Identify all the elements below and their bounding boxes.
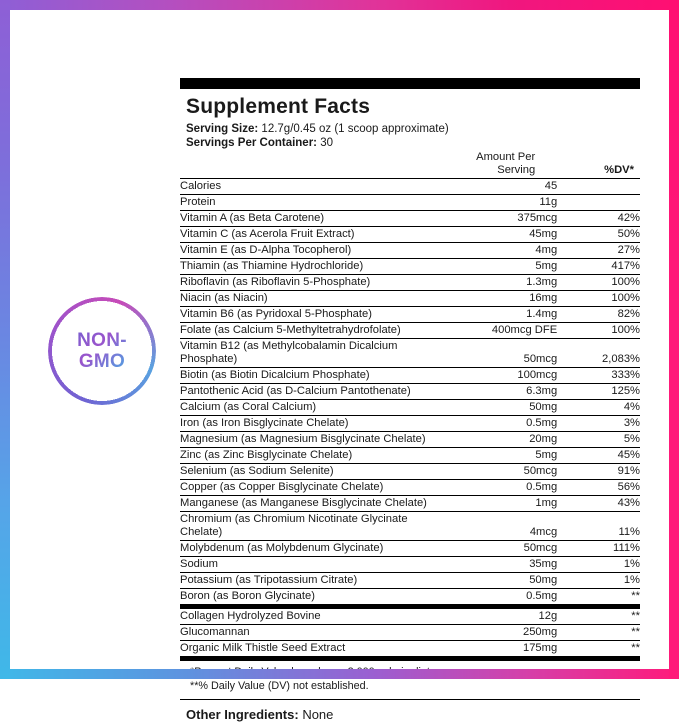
row-daily-value: 125% xyxy=(557,384,640,400)
panel-top-rule xyxy=(180,78,640,89)
row-nutrient-name: Vitamin B6 (as Pyridoxal 5-Phosphate) xyxy=(180,307,447,323)
table-row xyxy=(180,323,640,339)
row-nutrient-name: Collagen Hydrolyzed Bovine xyxy=(180,607,447,625)
row-amount: 11g xyxy=(447,195,557,211)
row-nutrient-name: Vitamin E (as D-Alpha Tocopherol) xyxy=(180,243,447,259)
table-row xyxy=(180,416,640,432)
row-daily-value: 100% xyxy=(557,291,640,307)
row-daily-value: ** xyxy=(557,641,640,659)
row-amount: 4mg xyxy=(447,243,557,259)
row-daily-value: 417% xyxy=(557,259,640,275)
table-row xyxy=(180,448,640,464)
table-row xyxy=(180,641,640,659)
gradient-border-left xyxy=(0,0,10,679)
gradient-border-bottom xyxy=(0,669,679,679)
row-daily-value: 56% xyxy=(557,480,640,496)
nutrition-table-body xyxy=(180,150,640,659)
row-amount: 50mg xyxy=(447,573,557,589)
row-daily-value: 1% xyxy=(557,557,640,573)
row-amount: 20mg xyxy=(447,432,557,448)
row-daily-value: 1% xyxy=(557,573,640,589)
other-ingredients-label: Other Ingredients: xyxy=(186,707,299,722)
table-row xyxy=(180,589,640,607)
row-daily-value: 27% xyxy=(557,243,640,259)
row-daily-value: ** xyxy=(557,607,640,625)
servings-per-container-label: Servings Per Container: xyxy=(186,137,318,149)
row-daily-value: 100% xyxy=(557,275,640,291)
row-amount: 50mcg xyxy=(447,464,557,480)
row-daily-value: 43% xyxy=(557,496,640,512)
row-amount: 16mg xyxy=(447,291,557,307)
row-nutrient-name: Sodium xyxy=(180,557,447,573)
row-amount: 0.5mg xyxy=(447,480,557,496)
row-nutrient-name: Molybdenum (as Molybdenum Glycinate) xyxy=(180,541,447,557)
row-amount: 5mg xyxy=(447,259,557,275)
serving-size-label: Serving Size: xyxy=(186,123,259,135)
row-daily-value: 111% xyxy=(557,541,640,557)
row-nutrient-name: Copper (as Copper Bisglycinate Chelate) xyxy=(180,480,447,496)
table-header-row xyxy=(180,150,640,179)
row-nutrient-name: Magnesium (as Magnesium Bisglycinate Chelate) xyxy=(180,432,447,448)
row-daily-value: 82% xyxy=(557,307,640,323)
row-nutrient-name: Protein xyxy=(180,195,447,211)
row-nutrient-name: Boron (as Boron Glycinate) xyxy=(180,589,447,607)
row-amount: 1.4mg xyxy=(447,307,557,323)
row-daily-value: 11% xyxy=(557,512,640,541)
row-daily-value: 3% xyxy=(557,416,640,432)
row-nutrient-name: Niacin (as Niacin) xyxy=(180,291,447,307)
row-amount: 0.5mg xyxy=(447,589,557,607)
row-daily-value xyxy=(557,195,640,211)
row-amount: 5mg xyxy=(447,448,557,464)
row-nutrient-name: Vitamin B12 (as Methylcobalamin Dicalcium Phosphate) xyxy=(180,339,447,368)
table-row xyxy=(180,464,640,480)
row-nutrient-name: Calcium (as Coral Calcium) xyxy=(180,400,447,416)
header-amount-per-serving: Amount Per Serving xyxy=(447,150,557,179)
table-row xyxy=(180,557,640,573)
row-daily-value: 91% xyxy=(557,464,640,480)
row-daily-value xyxy=(557,179,640,195)
row-daily-value: 2,083% xyxy=(557,339,640,368)
other-ingredients xyxy=(186,700,640,723)
row-amount: 1mg xyxy=(447,496,557,512)
footnote-dv-not-established: **% Daily Value (DV) not established. xyxy=(190,680,369,692)
row-amount: 250mg xyxy=(447,625,557,641)
row-amount: 50mcg xyxy=(447,541,557,557)
table-row xyxy=(180,227,640,243)
row-amount: 375mcg xyxy=(447,211,557,227)
row-daily-value: 333% xyxy=(557,368,640,384)
row-nutrient-name: Calories xyxy=(180,179,447,195)
non-gmo-line-1: NON- xyxy=(77,330,127,351)
other-ingredients-value: None xyxy=(302,707,334,722)
row-daily-value: 42% xyxy=(557,211,640,227)
table-row xyxy=(180,496,640,512)
row-daily-value: 45% xyxy=(557,448,640,464)
non-gmo-badge xyxy=(48,297,156,405)
gradient-border-top xyxy=(0,0,679,10)
row-amount: 35mg xyxy=(447,557,557,573)
panel-title: Supplement Facts xyxy=(186,95,371,118)
row-daily-value: 100% xyxy=(557,323,640,339)
table-row xyxy=(180,211,640,227)
serving-size-value: 12.7g/0.45 oz (1 scoop approximate) xyxy=(261,123,449,135)
table-row xyxy=(180,480,640,496)
supplement-facts-panel xyxy=(180,78,640,723)
table-row xyxy=(180,291,640,307)
row-nutrient-name: Glucomannan xyxy=(180,625,447,641)
row-amount: 0.5mg xyxy=(447,416,557,432)
table-row xyxy=(180,573,640,589)
servings-per-container-line xyxy=(186,136,640,150)
row-nutrient-name: Chromium (as Chromium Nicotinate Glycinate Chelate) xyxy=(180,512,447,541)
row-nutrient-name: Potassium (as Tripotassium Citrate) xyxy=(180,573,447,589)
table-row xyxy=(180,607,640,625)
table-row xyxy=(180,259,640,275)
row-amount: 100mcg xyxy=(447,368,557,384)
row-daily-value: 5% xyxy=(557,432,640,448)
row-nutrient-name: Thiamin (as Thiamine Hydrochloride) xyxy=(180,259,447,275)
row-amount: 50mcg xyxy=(447,339,557,368)
row-amount: 1.3mg xyxy=(447,275,557,291)
row-nutrient-name: Iron (as Iron Bisglycinate Chelate) xyxy=(180,416,447,432)
table-row xyxy=(180,400,640,416)
table-row xyxy=(180,368,640,384)
table-row xyxy=(180,307,640,323)
row-amount: 6.3mg xyxy=(447,384,557,400)
table-row xyxy=(180,243,640,259)
row-nutrient-name: Organic Milk Thistle Seed Extract xyxy=(180,641,447,659)
table-row xyxy=(180,512,640,541)
row-daily-value: 4% xyxy=(557,400,640,416)
row-amount: 45 xyxy=(447,179,557,195)
row-nutrient-name: Biotin (as Biotin Dicalcium Phosphate) xyxy=(180,368,447,384)
nutrition-table xyxy=(180,150,640,661)
table-row xyxy=(180,432,640,448)
table-row xyxy=(180,384,640,400)
row-nutrient-name: Pantothenic Acid (as D-Calcium Pantothenate) xyxy=(180,384,447,400)
row-amount: 175mg xyxy=(447,641,557,659)
table-row xyxy=(180,625,640,641)
non-gmo-badge-text xyxy=(77,330,127,372)
table-row xyxy=(180,275,640,291)
row-nutrient-name: Manganese (as Manganese Bisglycinate Chelate) xyxy=(180,496,447,512)
serving-info xyxy=(186,122,640,150)
row-nutrient-name: Zinc (as Zinc Bisglycinate Chelate) xyxy=(180,448,447,464)
row-nutrient-name: Vitamin C (as Acerola Fruit Extract) xyxy=(180,227,447,243)
table-row xyxy=(180,195,640,211)
gradient-border-right xyxy=(669,0,679,679)
row-amount: 50mg xyxy=(447,400,557,416)
row-amount: 4mcg xyxy=(447,512,557,541)
header-dv: %DV* xyxy=(557,150,640,179)
table-row xyxy=(180,179,640,195)
row-amount: 12g xyxy=(447,607,557,625)
non-gmo-line-2: GMO xyxy=(78,351,126,372)
row-nutrient-name: Vitamin A (as Beta Carotene) xyxy=(180,211,447,227)
row-amount: 400mcg DFE xyxy=(447,323,557,339)
header-blank xyxy=(180,150,447,179)
serving-size-line xyxy=(186,122,640,136)
row-amount: 45mg xyxy=(447,227,557,243)
row-nutrient-name: Folate (as Calcium 5-Methyltetrahydrofolate) xyxy=(180,323,447,339)
row-daily-value: ** xyxy=(557,625,640,641)
row-nutrient-name: Riboflavin (as Riboflavin 5-Phosphate) xyxy=(180,275,447,291)
row-daily-value: 50% xyxy=(557,227,640,243)
row-nutrient-name: Selenium (as Sodium Selenite) xyxy=(180,464,447,480)
table-row xyxy=(180,541,640,557)
table-row xyxy=(180,339,640,368)
row-daily-value: ** xyxy=(557,589,640,607)
servings-per-container-value: 30 xyxy=(320,137,334,149)
